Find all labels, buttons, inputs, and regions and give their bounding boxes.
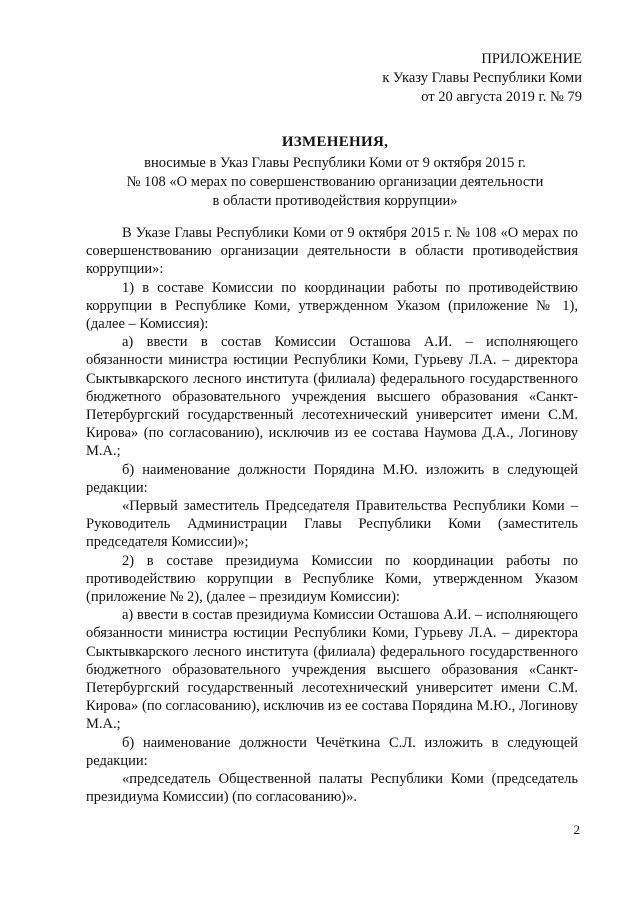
body-paragraph: «Первый заместитель Председателя Правительства Республики Коми – Руководитель Администрации Главы Республики Коми (заместитель председателя Комиссии)»; bbox=[86, 498, 578, 551]
body-paragraph: 1) в составе Комиссии по координации работы по противодействию коррупции в Республике Коми, утвержденном Указом (приложение № 1), (далее – Комиссия): bbox=[86, 279, 578, 333]
body-paragraph: б) наименование должности Порядина М.Ю. изложить в следующей редакции: bbox=[86, 461, 578, 496]
document-body bbox=[86, 224, 578, 807]
document-subtitle-line: № 108 «О мерах по совершенствованию организации деятельности bbox=[126, 174, 544, 190]
appendix-decree-ref: к Указу Главы Республики Коми bbox=[382, 70, 582, 86]
body-paragraph: б) наименование должности Чечёткина С.Л. изложить в следующей редакции: bbox=[86, 734, 578, 769]
document-subtitle-line: в области противодействия коррупции» bbox=[212, 193, 458, 209]
body-paragraph: В Указе Главы Республики Коми от 9 октября 2015 г. № 108 «О мерах по совершенствованию организации деятельности в области противодействия коррупции»: bbox=[86, 225, 578, 278]
appendix-decree-date: от 20 августа 2019 г. № 79 bbox=[421, 89, 582, 105]
document-heading bbox=[92, 133, 578, 211]
appendix-header bbox=[382, 50, 582, 107]
body-paragraph: а) ввести в состав Комиссии Осташова А.И. – исполняющего обязанности министра юстиции Республики Коми, Гурьеву Л.А. – директора Сыктывкарского лесного института (филиала) федерального государственного бюджетного образовательного учреждения высшего образования «Санкт-Петербургский государственный лесотехнический университет имени С.М. Кирова» (по согласованию), исключив из ее состава Наумова Д.А., Логинову М.А.; bbox=[86, 334, 578, 460]
body-paragraph: «председатель Общественной палаты Республики Коми (председатель президиума Комиссии) (по согласованию)». bbox=[86, 771, 578, 806]
document-subtitle-line: вносимые в Указ Главы Республики Коми от 9 октября 2015 г. bbox=[144, 155, 526, 171]
page-number: 2 bbox=[573, 822, 580, 837]
appendix-label: ПРИЛОЖЕНИЕ bbox=[481, 51, 582, 67]
body-paragraph: а) ввести в состав президиума Комиссии Осташова А.И. – исполняющего обязанности министра юстиции Республики Коми, Гурьеву Л.А. – директора Сыктывкарского лесного института (филиала) федерального государственного бюджетного образовательного учреждения высшего образования «Санкт-Петербургский государственный лесотехнический университет имени С.М. Кирова» (по согласованию), исключив из ее состава Порядина М.Ю., Логинову М.А.; bbox=[86, 607, 578, 733]
body-paragraph: 2) в составе президиума Комиссии по координации работы по противодействию коррупции в Республике Коми, утвержденном Указом (приложение № 2), (далее – президиум Комиссии): bbox=[86, 552, 578, 606]
document-title: ИЗМЕНЕНИЯ, bbox=[281, 134, 389, 150]
